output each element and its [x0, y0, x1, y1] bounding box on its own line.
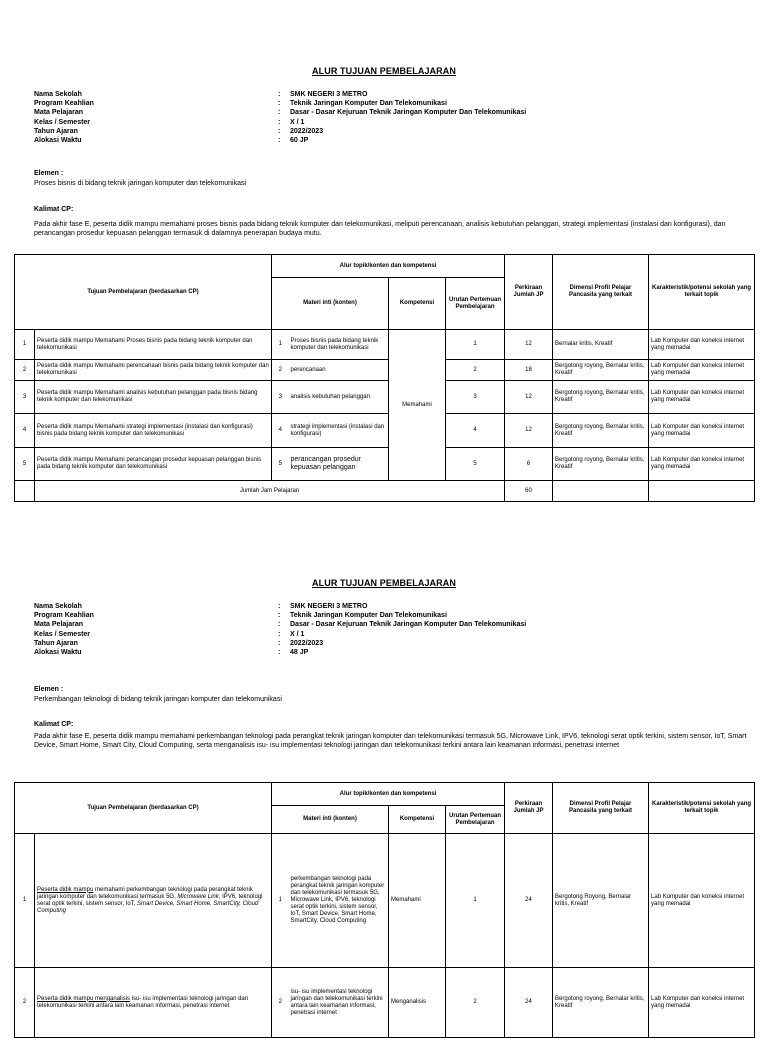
header-tujuan: Tujuan Pembelajaran (berdasarkan CP): [15, 255, 272, 330]
kompetensi-merged: Memahami: [389, 330, 446, 481]
table-row: 5 Peserta didik mampu Memahami perancangan prosedur kepuasan pelanggan bisnis pada bidang teknik komputer dan telekomunikasi 5 perancangan prosedur kepuasan pelanggan 5 6 Bergotong royong, Bernalar kritis, Kreatif Lab Komputer dan koneksi internet yang memadai: [15, 448, 755, 481]
info-row: Program Keahlian : Teknik Jaringan Komputer Dan Telekomunikasi: [34, 100, 447, 108]
kalimat-cp-heading: Kalimat CP:: [34, 721, 74, 728]
document-title: ALUR TUJUAN PEMBELAJARAN: [312, 66, 456, 76]
atp-table: [14, 782, 755, 1038]
info-row: Tahun Ajaran : 2022/2023: [34, 639, 324, 647]
kalimat-cp-text: Pada akhir fase E, peserta didik mampu memahami perkembangan teknologi pada perangkat teknik jaringan komputer dan telekomunikasi termasuk 5G, Microwave Link, IPV6, teknologi serat optik terkini, sistem sensor, IoT, Smart Device, Smart Home, Smart City, Cloud Computing, serta menganalisis isu- isu implementasi teknologi jaringan dan telekomunikasi terkini antara lain keamanan informasi, penetrasi internet: [34, 733, 747, 749]
elemen-heading: Elemen :: [34, 686, 64, 693]
header-materi: Materi inti (konten): [272, 806, 389, 834]
atp-table: [14, 254, 755, 502]
elemen-text: Proses bisnis di bidang teknik jaringan komputer dan telekomunikasi: [34, 180, 247, 187]
tujuan-cell: Peserta didik mampu menganalisis isu- isu implementasi teknologi jaringan dan telekomunikasi terkini antara lain keamanan informasi, penetrasi internet: [35, 968, 272, 1038]
info-row: Nama Sekolah : SMK NEGERI 3 METRO: [34, 91, 368, 98]
kalimat-cp-text: Pada akhir fase E, peserta didik mampu memahami proses bisnis pada bidang teknik komputer dan telekomunikasi, meliputi perencanaan, analisis kebutuhan pelanggan, strategi implementasi (instalasi dan konfigurasi), dan perancangan prosedur kepuasan pelanggan termasuk di dalamnya penerapan budaya mutu.: [34, 221, 726, 237]
total-label: Jumlah Jam Pelajaran: [35, 481, 505, 502]
identity-block: [34, 602, 526, 657]
header-jp: Perkiraan Jumlah JP: [505, 255, 553, 330]
header-karakteristik: Karakteristik/potensi sekolah yang terkait topik: [649, 255, 755, 330]
header-jp: Perkiraan Jumlah JP: [505, 783, 553, 834]
header-urutan: Urutan Pertemuan Pembelajaran: [446, 806, 505, 834]
table-row: 2 Peserta didik mampu menganalisis isu- isu implementasi teknologi jaringan dan telekomunikasi terkini antara lain keamanan informasi, penetrasi internet 2 isu- isu implementasi teknologi jaringan dan telekomunikasi terkini antara lain keamanan informasi, penetrasi internet Menganalisis 2 24 Bergotong royong, Bernalar kritis, Kreatif Lab Komputer dan koneksi internet yang memadai: [15, 968, 755, 1038]
header-kompetensi: Kompetensi: [389, 806, 446, 834]
header-urutan: Urutan Pertemuan Pembelajaran: [446, 278, 505, 330]
info-row: Nama Sekolah : SMK NEGERI 3 METRO: [34, 603, 368, 610]
info-row: Alokasi Waktu : 48 JP: [34, 648, 309, 656]
header-alur: Alur topik/konten dan kompetensi: [272, 783, 505, 806]
table-row: 4 Peserta didik mampu Memahami strategi implementasi (instalasi dan konfigurasi) bisnis pada bidang teknik komputer dan telekomunikasi 4 strategi implementasi (instalasi dan konfigurasi) 4 12 Bergotong royong, Bernalar kritis, Kreatif Lab Komputer dan koneksi internet yang memadai: [15, 414, 755, 448]
header-tujuan: Tujuan Pembelajaran (berdasarkan CP): [15, 783, 272, 834]
header-kompetensi: Kompetensi: [389, 278, 446, 330]
tujuan-cell: Peserta didik mampu memahami perkembangan teknologi pada perangkat teknik jaringan komputer dan telekomunikasi termasuk 5G, Microwave Link, IPV6, teknologi serat optik terkini, sistem sensor, IoT, Smart Device, Smart Home, SmartCity, Cloud Computing: [35, 834, 272, 968]
kalimat-cp-heading: Kalimat CP:: [34, 206, 74, 213]
total-row: [15, 481, 755, 502]
header-dimensi: Dimensi Profil Pelajar Pancasila yang terkait: [553, 255, 649, 330]
header-alur: Alur topik/konten dan kompetensi: [272, 255, 505, 278]
identity-block: [34, 90, 526, 145]
header-materi: Materi inti (konten): [272, 278, 389, 330]
info-row: Mata Pelajaran : Dasar - Dasar Kejuruan Teknik Jaringan Komputer Dan Telekomunikasi: [34, 621, 527, 629]
header-karakteristik: Karakteristik/potensi sekolah yang terkait topik: [649, 783, 755, 834]
table-row: 1 Peserta didik mampu Memahami Proses bisnis pada bidang teknik komputer dan telekomunikasi 1 Proses bisnis pada bidang teknik komputer dan telekomunikasi Memahami 1 12 Bernalar kritis, Kreatif Lab Komputer dan koneksi internet yang memadai: [15, 330, 755, 360]
table-row: 2 Peserta didik mampu Memahami perencanaan bisnis pada bidang teknik komputer dan telekomunikasi 2 perencanaan 2 18 Bergotong royong, Bernalar kritis, Kreatif Lab Komputer dan koneksi internet yang memadai: [15, 360, 755, 381]
elemen-heading: Elemen :: [34, 170, 64, 177]
table-row: 3 Peserta didik mampu Memahami analisis kebutuhan pelanggan pada bisnis bidang teknik komputer dan telekomunikasi 3 analisis kebutuhan pelanggan 3 12 Bergotong royong, Bernalar kritis, Kreatif Lab Komputer dan koneksi internet yang memadai: [15, 381, 755, 414]
info-row: Kelas / Semester : X / 1: [34, 630, 305, 638]
info-row: Tahun Ajaran : 2022/2023: [34, 127, 324, 135]
info-row: Alokasi Waktu : 60 JP: [34, 136, 309, 144]
info-row: Program Keahlian : Teknik Jaringan Komputer Dan Telekomunikasi: [34, 612, 447, 620]
total-jp: 60: [505, 481, 553, 502]
info-row: Kelas / Semester : X / 1: [34, 118, 305, 126]
document-title: ALUR TUJUAN PEMBELAJARAN: [312, 578, 456, 588]
header-dimensi: Dimensi Profil Pelajar Pancasila yang terkait: [553, 783, 649, 834]
elemen-text: Perkembangan teknologi di bidang teknik jaringan komputer dan telekomunikasi: [34, 696, 282, 703]
info-row: Mata Pelajaran : Dasar - Dasar Kejuruan Teknik Jaringan Komputer Dan Telekomunikasi: [34, 109, 527, 117]
table-row: 1 Peserta didik mampu memahami perkembangan teknologi pada perangkat teknik jaringan komputer dan telekomunikasi termasuk 5G, Microwave Link, IPV6, teknologi serat optik terkini, sistem sensor, IoT, Smart Device, Smart Home, SmartCity, Cloud Computing 1 perkembangan teknologi pada perangkat teknik jaringan komputer dan telekomunikasi termasuk 5G, Microwave Link, IPV6, teknologi serat optik terkini, sistem sensor, IoT, Smart Device, Smart Home, SmartCity, Cloud Computing Memahami 1 24 Bergotong Royong, Bernalar kritis, Kreatif Lab Komputer dan koneksi internet yang memadai: [15, 834, 755, 968]
